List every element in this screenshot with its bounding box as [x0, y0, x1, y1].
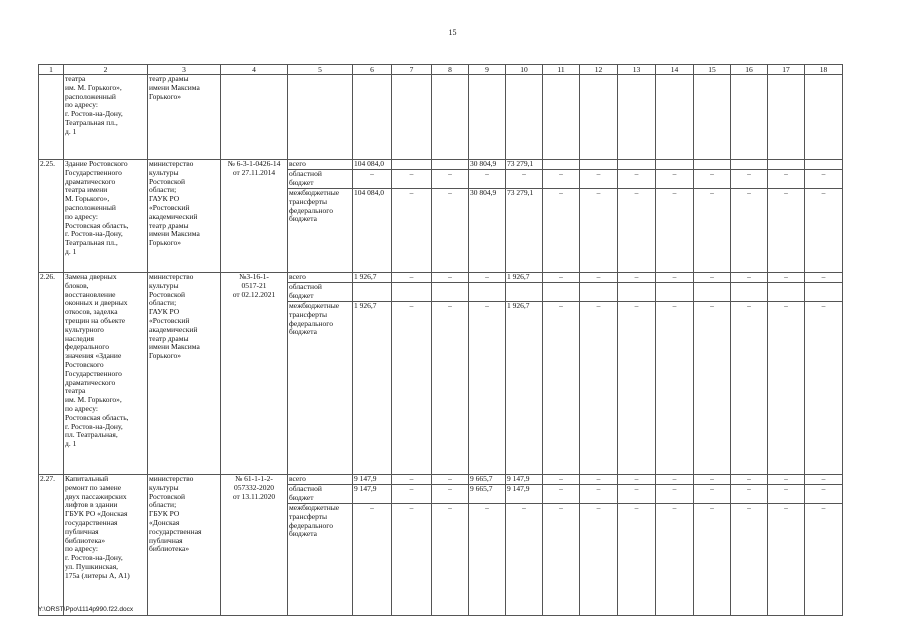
amount-cell: – — [392, 475, 432, 485]
column-number: 11 — [543, 65, 580, 75]
empty-cell — [694, 75, 731, 160]
amount-cell — [656, 283, 694, 302]
amount-cell — [506, 283, 543, 302]
amount-cell: – — [580, 475, 618, 485]
amount-cell: – — [768, 170, 805, 189]
amount-cell: – — [580, 302, 618, 475]
amount-cell: – — [353, 170, 392, 189]
funding-source: областной бюджет — [288, 170, 353, 189]
amount-cell — [618, 160, 656, 170]
amount-cell — [805, 283, 843, 302]
page-number: 15 — [448, 28, 457, 37]
amount-cell: – — [731, 189, 768, 273]
amount-cell: – — [805, 485, 843, 504]
empty-cell — [805, 75, 843, 160]
amount-cell: – — [506, 504, 543, 616]
empty-cell — [656, 75, 694, 160]
amount-cell — [694, 283, 731, 302]
executor: министерство культуры Ростовской области; ГАУК РО «Ростовский академический театр драмы имени Максима Горького» — [148, 160, 221, 273]
amount-cell: – — [543, 302, 580, 475]
executor: министерство культуры Ростовской области; ГАУК РО «Ростовский академический театр драмы имени Максима Горького» — [148, 273, 221, 475]
document-reference: № 61-1-1-2- 057332-2020 от 13.11.2020 — [221, 475, 288, 616]
amount-cell: – — [805, 273, 843, 283]
program-table — [38, 64, 843, 616]
amount-cell: – — [805, 504, 843, 616]
amount-cell: – — [543, 485, 580, 504]
amount-cell: – — [392, 504, 432, 616]
amount-cell: – — [731, 485, 768, 504]
amount-cell: 30 804,9 — [469, 160, 506, 170]
amount-cell: – — [580, 170, 618, 189]
amount-cell: 9 147,9 — [506, 485, 543, 504]
amount-cell — [392, 283, 432, 302]
amount-cell: – — [731, 273, 768, 283]
amount-cell — [543, 160, 580, 170]
column-number: 18 — [805, 65, 843, 75]
amount-cell: – — [543, 475, 580, 485]
funding-source: межбюджетные трансферты федерального бюджета — [288, 504, 353, 616]
empty-cell — [580, 75, 618, 160]
funding-source: областной бюджет — [288, 283, 353, 302]
amount-cell — [353, 283, 392, 302]
amount-cell: – — [618, 170, 656, 189]
amount-cell: – — [694, 189, 731, 273]
amount-cell: – — [543, 273, 580, 283]
amount-cell: – — [656, 189, 694, 273]
amount-cell: 9 665,7 — [469, 485, 506, 504]
column-number: 5 — [288, 65, 353, 75]
empty-cell — [392, 75, 432, 160]
empty-cell — [469, 75, 506, 160]
amount-cell: – — [656, 475, 694, 485]
column-number: 2 — [64, 65, 148, 75]
amount-cell: – — [805, 170, 843, 189]
amount-cell: – — [543, 189, 580, 273]
amount-cell: – — [618, 475, 656, 485]
funding-source: областной бюджет — [288, 485, 353, 504]
table-row — [39, 475, 843, 485]
file-path-footer: Y:\ORST\Ppo\1114p990.f22.docx — [38, 606, 134, 613]
amount-cell — [694, 160, 731, 170]
amount-cell: – — [469, 170, 506, 189]
column-number: 15 — [694, 65, 731, 75]
amount-cell: – — [469, 302, 506, 475]
amount-cell: 104 084,0 — [353, 189, 392, 273]
empty-cell — [731, 75, 768, 160]
column-number: 8 — [432, 65, 469, 75]
empty-cell — [618, 75, 656, 160]
amount-cell: – — [580, 273, 618, 283]
amount-cell — [469, 283, 506, 302]
amount-cell: – — [768, 485, 805, 504]
amount-cell: – — [618, 189, 656, 273]
column-number: 14 — [656, 65, 694, 75]
amount-cell — [731, 160, 768, 170]
amount-cell: 1 926,7 — [506, 273, 543, 283]
table-row — [39, 273, 843, 283]
column-number: 4 — [221, 65, 288, 75]
object-name: театра им. М. Горького», расположенный по адресу: г. Ростов-на-Дону, Театральная пл., д. 1 — [64, 75, 148, 160]
amount-cell: 73 279,1 — [506, 189, 543, 273]
column-number: 1 — [39, 65, 64, 75]
amount-cell: 30 804,9 — [469, 189, 506, 273]
amount-cell: – — [432, 504, 469, 616]
amount-cell: – — [392, 485, 432, 504]
amount-cell: – — [580, 189, 618, 273]
amount-cell: 9 665,7 — [469, 475, 506, 485]
amount-cell: 1 926,7 — [353, 302, 392, 475]
amount-cell: – — [432, 170, 469, 189]
amount-cell: – — [432, 273, 469, 283]
row-number: 2.26. — [39, 273, 64, 475]
column-number: 12 — [580, 65, 618, 75]
amount-cell: 9 147,9 — [506, 475, 543, 485]
amount-cell: – — [731, 302, 768, 475]
column-number: 10 — [506, 65, 543, 75]
amount-cell: – — [656, 302, 694, 475]
amount-cell: – — [543, 170, 580, 189]
funding-source: всего — [288, 475, 353, 485]
amount-cell: – — [618, 504, 656, 616]
amount-cell: – — [618, 302, 656, 475]
amount-cell: – — [469, 273, 506, 283]
document-reference: №3-16-1- 0517-21 от 02.12.2021 — [221, 273, 288, 475]
amount-cell: – — [694, 504, 731, 616]
amount-cell: – — [768, 273, 805, 283]
document-reference: № 6-3-1-0426-14 от 27.11.2014 — [221, 160, 288, 273]
empty-cell — [221, 75, 288, 160]
amount-cell: – — [656, 170, 694, 189]
amount-cell: – — [392, 273, 432, 283]
amount-cell: – — [580, 504, 618, 616]
amount-cell: – — [543, 504, 580, 616]
table-row — [39, 160, 843, 170]
amount-cell: – — [432, 485, 469, 504]
amount-cell: – — [694, 485, 731, 504]
continuation-row — [39, 75, 843, 160]
column-number-row — [39, 65, 843, 75]
empty-cell — [288, 75, 353, 160]
empty-cell — [432, 75, 469, 160]
row-number: 2.27. — [39, 475, 64, 616]
amount-cell — [580, 160, 618, 170]
amount-cell: – — [805, 189, 843, 273]
amount-cell — [432, 160, 469, 170]
amount-cell: – — [618, 273, 656, 283]
amount-cell: 1 926,7 — [353, 273, 392, 283]
amount-cell: – — [432, 302, 469, 475]
amount-cell: – — [392, 170, 432, 189]
amount-cell — [768, 160, 805, 170]
empty-cell — [506, 75, 543, 160]
amount-cell: – — [694, 302, 731, 475]
amount-cell: – — [805, 302, 843, 475]
amount-cell — [392, 160, 432, 170]
amount-cell: – — [768, 189, 805, 273]
amount-cell — [731, 283, 768, 302]
object-name: Здание Ростовского Государственного драматического театра имени М. Горького», расположенный по адресу: Ростовская область, г. Ростов-на-Дону, Театральная пл., д. 1 — [64, 160, 148, 273]
amount-cell: – — [694, 273, 731, 283]
amount-cell — [580, 283, 618, 302]
amount-cell — [768, 283, 805, 302]
object-name: Замена дверных блоков, восстановление оконных и дверных откосов, заделка трещин на объекте культурного наследия федерального значения «Здание Ростовского Государственного драматического театра им. М. Горького», по адресу: Ростовская область, г. Ростов-на-Дону, пл. Театральная, д. 1 — [64, 273, 148, 475]
amount-cell: – — [656, 504, 694, 616]
amount-cell: 73 279,1 — [506, 160, 543, 170]
object-name: Капитальный ремонт по замене двух пассажирских лифтов в здании ГБУК РО «Донская государственная публичная библиотека» по адресу: г. Ростов-на-Дону, ул. Пушкинская, 175а (литеры А, А1) — [64, 475, 148, 616]
column-number: 6 — [353, 65, 392, 75]
executor: министерство культуры Ростовской области; ГБУК РО «Донская государственная публичная библиотека» — [148, 475, 221, 616]
amount-cell — [805, 160, 843, 170]
funding-source: межбюджетные трансферты федерального бюджета — [288, 189, 353, 273]
amount-cell — [656, 160, 694, 170]
column-number: 16 — [731, 65, 768, 75]
empty-cell — [768, 75, 805, 160]
funding-source: всего — [288, 273, 353, 283]
amount-cell: 104 084,0 — [353, 160, 392, 170]
empty-cell — [543, 75, 580, 160]
amount-cell: – — [432, 189, 469, 273]
amount-cell: – — [656, 273, 694, 283]
row-number: 2.25. — [39, 160, 64, 273]
amount-cell: – — [580, 485, 618, 504]
column-number: 3 — [148, 65, 221, 75]
amount-cell: – — [469, 504, 506, 616]
column-number: 17 — [768, 65, 805, 75]
amount-cell: – — [768, 504, 805, 616]
amount-cell: – — [392, 302, 432, 475]
amount-cell: – — [768, 475, 805, 485]
empty-cell — [353, 75, 392, 160]
amount-cell: – — [392, 189, 432, 273]
amount-cell: – — [768, 302, 805, 475]
amount-cell — [543, 283, 580, 302]
amount-cell: 1 926,7 — [506, 302, 543, 475]
funding-source: всего — [288, 160, 353, 170]
amount-cell: 9 147,9 — [353, 475, 392, 485]
amount-cell: – — [432, 475, 469, 485]
column-number: 9 — [469, 65, 506, 75]
column-number: 7 — [392, 65, 432, 75]
amount-cell: – — [731, 170, 768, 189]
amount-cell: – — [353, 504, 392, 616]
amount-cell: – — [506, 170, 543, 189]
amount-cell: – — [731, 475, 768, 485]
column-number: 13 — [618, 65, 656, 75]
executor: театр драмы имени Максима Горького» — [148, 75, 221, 160]
amount-cell: – — [694, 170, 731, 189]
amount-cell: – — [618, 485, 656, 504]
amount-cell: – — [731, 504, 768, 616]
amount-cell — [432, 283, 469, 302]
amount-cell: – — [694, 475, 731, 485]
amount-cell — [618, 283, 656, 302]
amount-cell: – — [656, 485, 694, 504]
funding-source: межбюджетные трансферты федерального бюджета — [288, 302, 353, 475]
row-number — [39, 75, 64, 160]
amount-cell: 9 147,9 — [353, 485, 392, 504]
amount-cell: – — [805, 475, 843, 485]
